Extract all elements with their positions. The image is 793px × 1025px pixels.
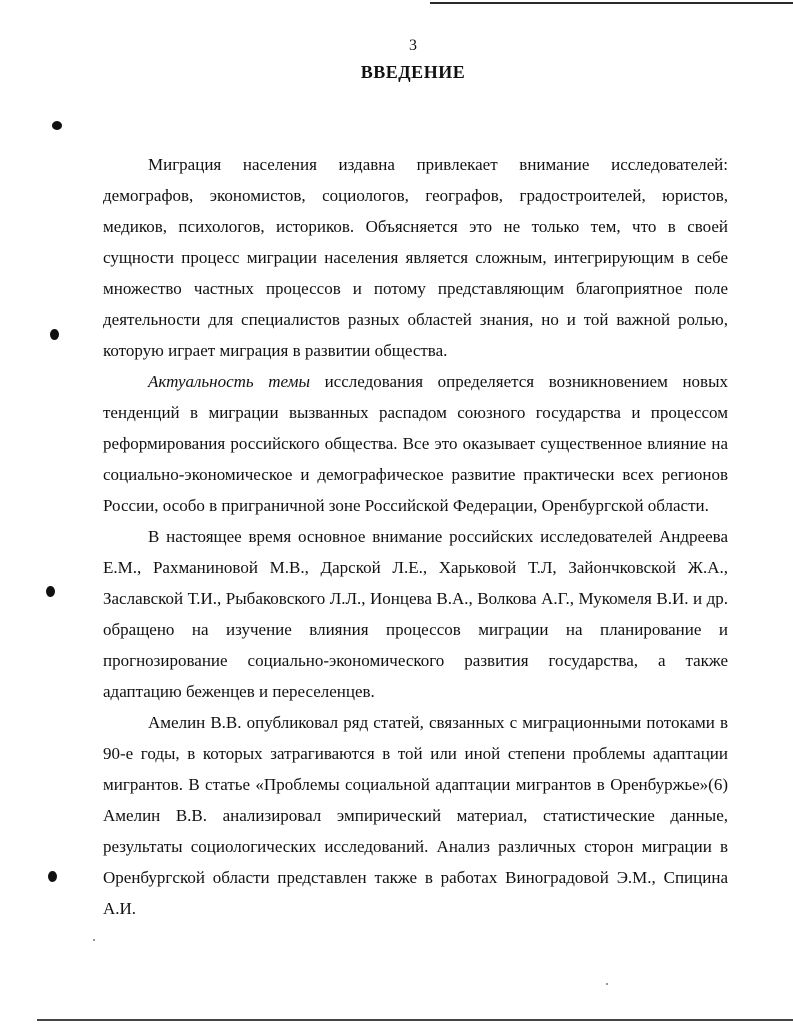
paragraph-italic-lead: Актуальность темы: [148, 372, 310, 391]
scan-speck: [606, 983, 608, 985]
paragraph-text: исследования определяется возникновением новых тенденций в миграции вызванных распадом союзного государства и процессом реформирования российского общества. Все это оказывает существенное влияние на социально-экономическое и демографическое развитие практически всех регионов России, особо в приграничной зоне Российской Федерации, Оренбургской области.: [103, 372, 728, 515]
punch-hole-mark: [46, 586, 55, 597]
scan-border-top: [430, 2, 793, 4]
paragraph: [103, 366, 728, 521]
paragraph-text: В настоящее время основное внимание российских исследователей Андреева Е.М., Рахманиновой М.В., Дарской Л.Е., Харьковой Т.Л, Зайончковской Ж.А., Заславской Т.И., Рыбаковского Л.Л., Ионцева В.А., Волкова А.Г., Мукомеля В.И. и др. обращено на изучение влияния процессов миграции на планирование и прогнозирование социально-экономического развития государства, а также адаптацию беженцев и переселенцев.: [103, 527, 728, 701]
page-number: 3: [409, 37, 417, 54]
scan-border-bottom: [37, 1019, 793, 1021]
punch-hole-mark: [48, 871, 57, 882]
paragraph: [103, 149, 728, 366]
document-body: [103, 149, 728, 924]
scan-speck: [93, 939, 95, 941]
page-title: ВВЕДЕНИЕ: [360, 62, 466, 82]
punch-hole-mark: [50, 329, 59, 340]
paragraph-text: Амелин В.В. опубликовал ряд статей, связанных с миграционными потоками в 90-е годы, в которых затрагиваются в той или иной степени проблемы адаптации мигрантов. В статье «Проблемы социальной адаптации мигрантов в Оренбуржье»(6) Амелин В.В. анализировал эмпирический материал, статистические данные, результаты социологических исследований. Анализ различных сторон миграции в Оренбургской области представлен также в работах Виноградовой Э.М., Спицина А.И.: [103, 713, 728, 918]
paragraph: [103, 521, 728, 707]
paragraph: [103, 707, 728, 924]
paragraph-text: Миграция населения издавна привлекает внимание исследователей: демографов, экономистов, социологов, географов, градостроителей, юристов, медиков, психологов, историков. Объясняется это не только тем, что в своей сущности процесс миграции населения является сложным, интегрирующим в себе множество частных процессов и потому представляющим благоприятное поле деятельности для специалистов разных областей знания, но и той важной ролью, которую играет миграция в развитии общества.: [103, 155, 728, 360]
punch-hole-mark: [52, 121, 62, 130]
